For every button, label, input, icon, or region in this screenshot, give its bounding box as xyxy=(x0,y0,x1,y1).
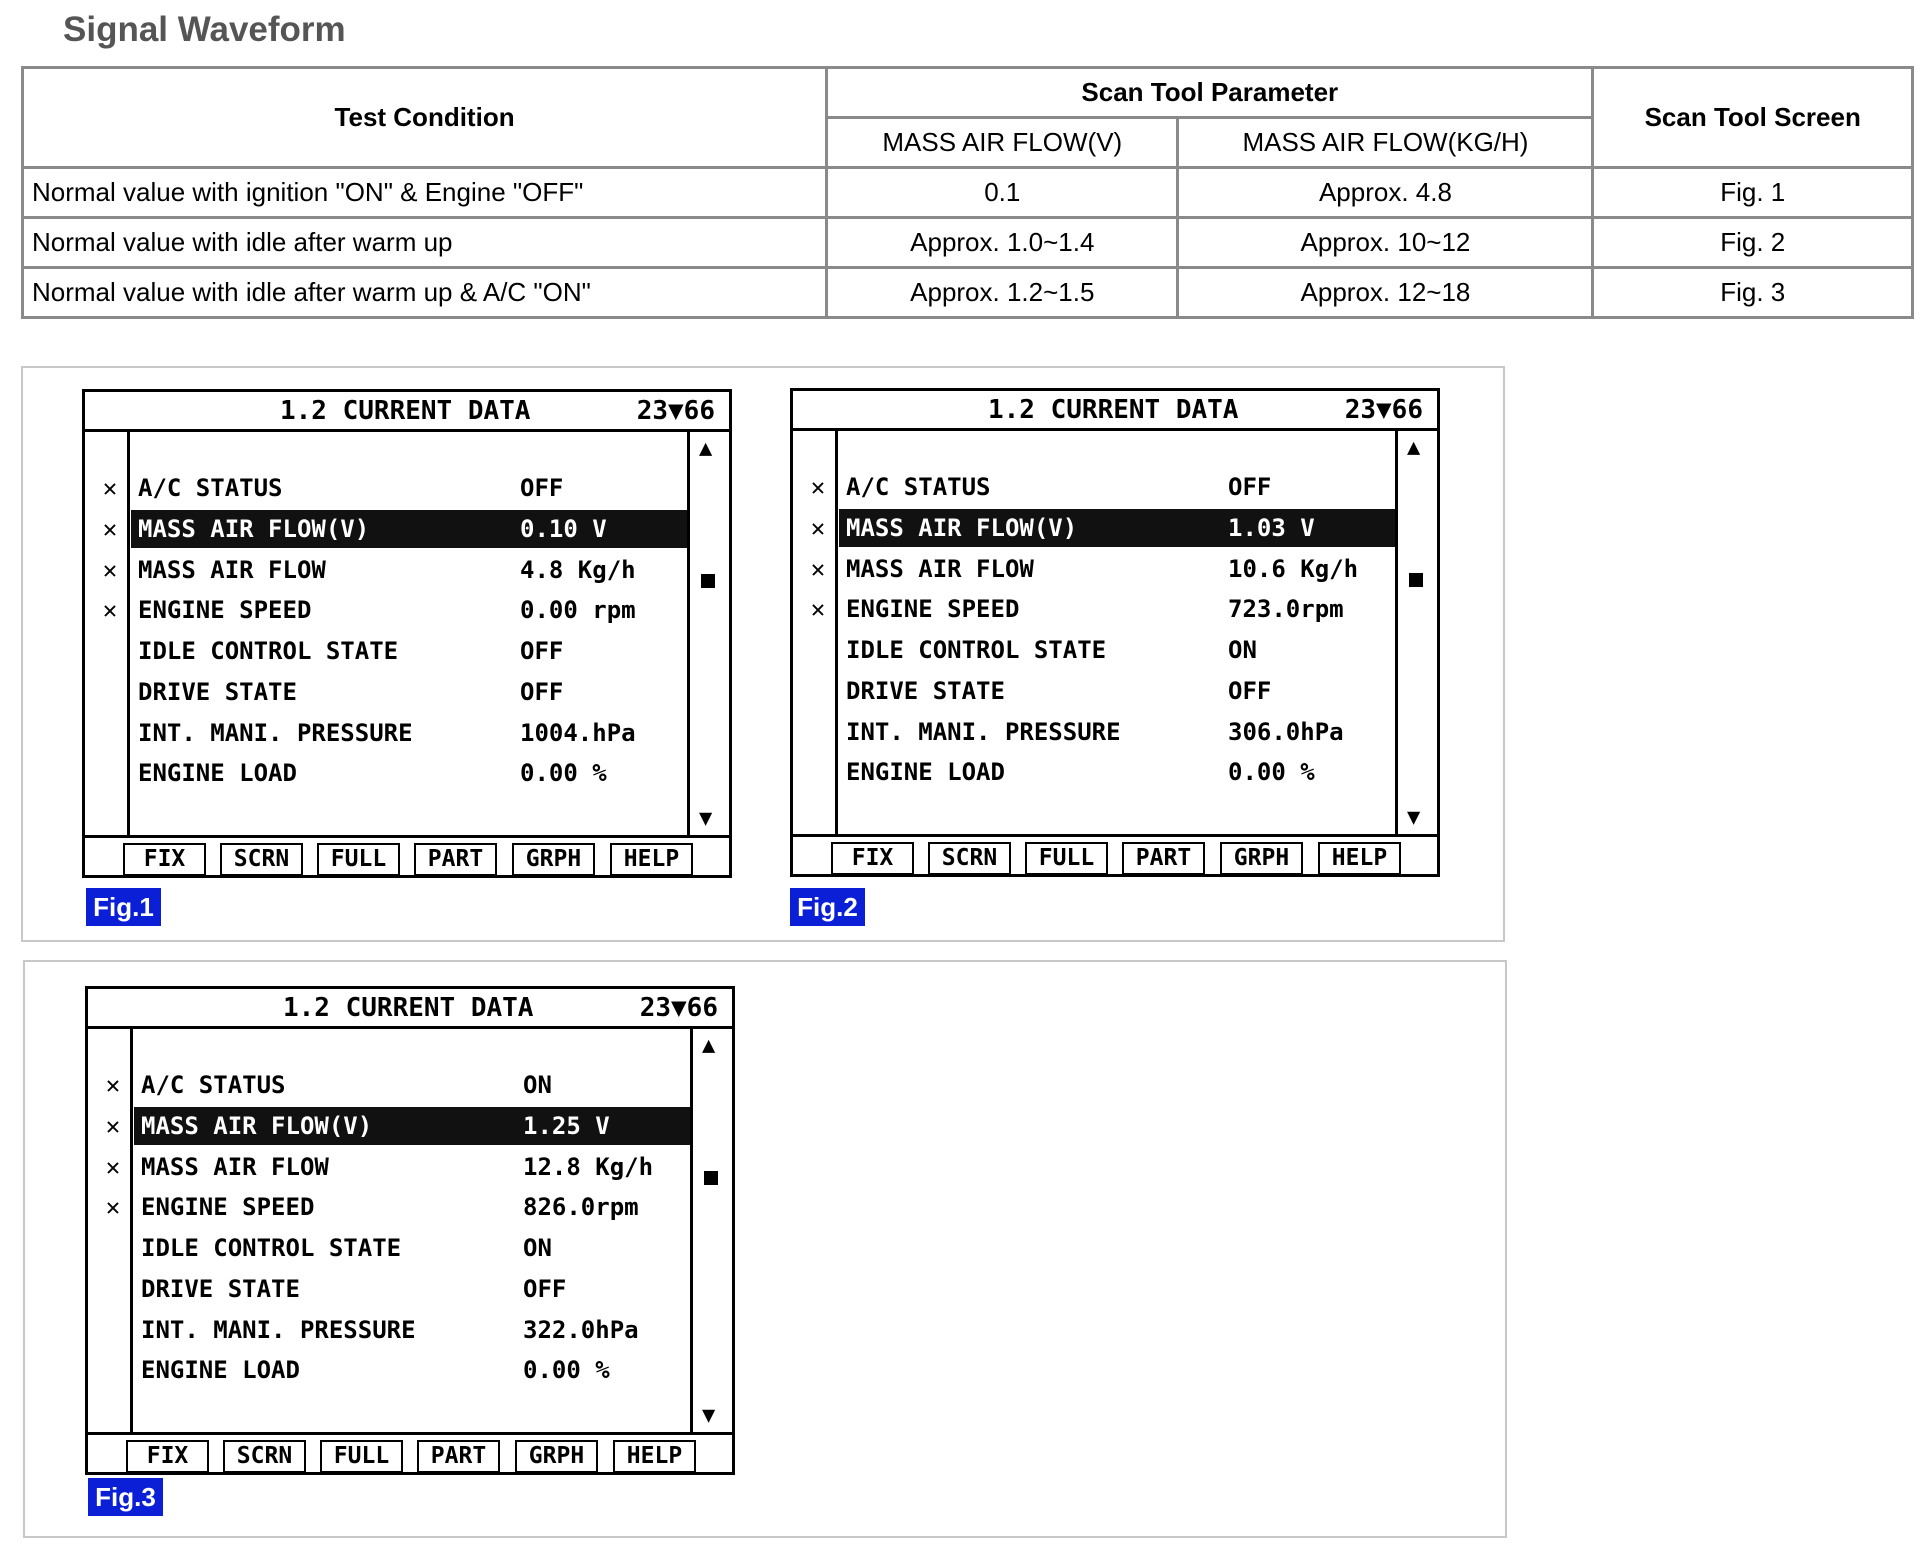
table-row xyxy=(23,168,1913,218)
parameter-name: A/C STATUS xyxy=(141,1071,286,1099)
function-key-help[interactable]: HELP xyxy=(1318,842,1401,875)
cell-condition: Normal value with idle after warm up & A/C "ON" xyxy=(23,268,827,318)
data-row[interactable] xyxy=(88,1351,693,1389)
function-key-grph[interactable]: GRPH xyxy=(1220,842,1303,875)
function-key-help[interactable]: HELP xyxy=(610,843,693,876)
scrollbar[interactable] xyxy=(1395,431,1437,834)
header-scan-tool-screen: Scan Tool Screen xyxy=(1593,68,1913,168)
function-key-bar xyxy=(793,834,1437,877)
header-maf-kgh: MASS AIR FLOW(KG/H) xyxy=(1178,118,1593,168)
parameter-value: 1.03 V xyxy=(1228,514,1315,542)
parameter-name: ENGINE SPEED xyxy=(141,1193,315,1221)
parameter-value: OFF xyxy=(1228,677,1272,705)
data-list xyxy=(88,1029,732,1432)
cell-screen: Fig. 1 xyxy=(1593,168,1913,218)
fixed-marker-icon: ✕ xyxy=(102,515,118,543)
scroll-down-icon[interactable]: ▼ xyxy=(699,806,713,831)
parameter-value: 826.0rpm xyxy=(523,1193,639,1221)
parameter-name: MASS AIR FLOW(V) xyxy=(138,515,370,543)
parameter-name: DRIVE STATE xyxy=(138,678,297,706)
cell-screen: Fig. 2 xyxy=(1593,218,1913,268)
parameter-name: INT. MANI. PRESSURE xyxy=(846,718,1121,746)
function-key-bar xyxy=(85,835,729,878)
parameter-name: DRIVE STATE xyxy=(846,677,1005,705)
function-key-scrn[interactable]: SCRN xyxy=(220,843,303,876)
parameter-value: OFF xyxy=(520,474,564,502)
screen-header xyxy=(88,989,732,1029)
function-key-full[interactable]: FULL xyxy=(320,1440,403,1473)
parameter-name: MASS AIR FLOW(V) xyxy=(846,514,1078,542)
cell-maf-v: 0.1 xyxy=(827,168,1178,218)
scroll-up-icon[interactable]: ▲ xyxy=(699,436,713,461)
parameter-name: ENGINE SPEED xyxy=(846,595,1020,623)
data-row[interactable] xyxy=(85,591,690,629)
function-key-part[interactable]: PART xyxy=(414,843,497,876)
data-row[interactable] xyxy=(85,754,690,792)
data-row[interactable] xyxy=(88,1311,693,1349)
header-maf-v: MASS AIR FLOW(V) xyxy=(827,118,1178,168)
page-title: Signal Waveform xyxy=(63,10,346,49)
fixed-marker-icon: ✕ xyxy=(810,555,826,583)
signal-spec-table xyxy=(21,66,1914,319)
parameter-name: IDLE CONTROL STATE xyxy=(138,637,399,665)
cell-maf-kgh: Approx. 10~12 xyxy=(1178,218,1593,268)
parameter-name: ENGINE LOAD xyxy=(141,1356,300,1384)
parameter-name: ENGINE LOAD xyxy=(846,758,1005,786)
cell-condition: Normal value with ignition "ON" & Engine "OFF" xyxy=(23,168,827,218)
scan-tool-screen xyxy=(85,986,735,1475)
data-list xyxy=(85,432,729,835)
data-row[interactable] xyxy=(85,551,690,589)
data-row[interactable] xyxy=(793,672,1398,710)
parameter-value: 1004.hPa xyxy=(520,719,636,747)
parameter-value: 1.25 V xyxy=(523,1112,610,1140)
parameter-name: DRIVE STATE xyxy=(141,1275,300,1303)
figure-label: Fig.3 xyxy=(88,1478,163,1516)
fixed-marker-icon: ✕ xyxy=(105,1153,121,1181)
parameter-value: 723.0rpm xyxy=(1228,595,1344,623)
parameter-value: 4.8 Kg/h xyxy=(520,556,636,584)
data-row[interactable] xyxy=(793,631,1398,669)
parameter-value: 0.00 rpm xyxy=(520,596,636,624)
fixed-marker-icon: ✕ xyxy=(105,1112,121,1140)
parameter-name: IDLE CONTROL STATE xyxy=(141,1234,402,1262)
data-list xyxy=(793,431,1437,834)
parameter-value: 12.8 Kg/h xyxy=(523,1153,654,1181)
fixed-marker-icon: ✕ xyxy=(102,556,118,584)
parameter-value: ON xyxy=(523,1071,552,1099)
data-row[interactable] xyxy=(793,509,1398,547)
fixed-marker-icon: ✕ xyxy=(102,474,118,502)
data-row[interactable] xyxy=(793,753,1398,791)
data-row[interactable] xyxy=(88,1229,693,1267)
parameter-value: 0.10 V xyxy=(520,515,607,543)
parameter-value: 0.00 % xyxy=(520,759,607,787)
table-header-row xyxy=(23,68,1913,118)
scroll-down-icon[interactable]: ▼ xyxy=(702,1403,716,1428)
screen-header xyxy=(793,391,1437,431)
parameter-value: 0.00 % xyxy=(1228,758,1315,786)
parameter-value: OFF xyxy=(1228,473,1272,501)
function-key-full[interactable]: FULL xyxy=(317,843,400,876)
page-counter: 23▼66 xyxy=(636,396,715,426)
parameter-name: ENGINE LOAD xyxy=(138,759,297,787)
cell-condition: Normal value with idle after warm up xyxy=(23,218,827,268)
cell-maf-v: Approx. 1.2~1.5 xyxy=(827,268,1178,318)
data-row[interactable] xyxy=(88,1148,693,1186)
parameter-name: MASS AIR FLOW(V) xyxy=(141,1112,373,1140)
scroll-up-icon[interactable]: ▲ xyxy=(1407,435,1421,460)
parameter-name: MASS AIR FLOW xyxy=(138,556,326,584)
parameter-name: IDLE CONTROL STATE xyxy=(846,636,1107,664)
function-key-help[interactable]: HELP xyxy=(613,1440,696,1473)
function-key-fix[interactable]: FIX xyxy=(831,842,914,875)
scroll-thumb[interactable] xyxy=(701,574,715,588)
data-row[interactable] xyxy=(88,1188,693,1226)
scrollbar[interactable] xyxy=(690,1029,732,1432)
parameter-value: ON xyxy=(523,1234,552,1262)
fixed-marker-icon: ✕ xyxy=(102,596,118,624)
scroll-up-icon[interactable]: ▲ xyxy=(702,1033,716,1058)
function-key-full[interactable]: FULL xyxy=(1025,842,1108,875)
data-row[interactable] xyxy=(793,468,1398,506)
function-key-grph[interactable]: GRPH xyxy=(512,843,595,876)
cell-maf-kgh: Approx. 4.8 xyxy=(1178,168,1593,218)
parameter-value: OFF xyxy=(520,637,564,665)
parameter-name: ENGINE SPEED xyxy=(138,596,312,624)
data-row[interactable] xyxy=(85,632,690,670)
scan-tool-screen xyxy=(790,388,1440,877)
function-key-scrn[interactable]: SCRN xyxy=(928,842,1011,875)
data-row[interactable] xyxy=(85,714,690,752)
data-row[interactable] xyxy=(88,1270,693,1308)
parameter-name: MASS AIR FLOW xyxy=(141,1153,329,1181)
data-row[interactable] xyxy=(85,510,690,548)
function-key-fix[interactable]: FIX xyxy=(123,843,206,876)
screen-title: 1.2 CURRENT DATA xyxy=(988,395,1239,425)
parameter-name: A/C STATUS xyxy=(138,474,283,502)
parameter-value: 10.6 Kg/h xyxy=(1228,555,1359,583)
function-key-bar xyxy=(88,1432,732,1475)
parameter-name: A/C STATUS xyxy=(846,473,991,501)
fixed-marker-icon: ✕ xyxy=(105,1071,121,1099)
screen-title: 1.2 CURRENT DATA xyxy=(283,993,534,1023)
cell-maf-v: Approx. 1.0~1.4 xyxy=(827,218,1178,268)
function-key-grph[interactable]: GRPH xyxy=(515,1440,598,1473)
function-key-fix[interactable]: FIX xyxy=(126,1440,209,1473)
header-test-condition: Test Condition xyxy=(23,68,827,168)
fixed-marker-icon: ✕ xyxy=(810,595,826,623)
fixed-marker-icon: ✕ xyxy=(810,473,826,501)
data-row[interactable] xyxy=(85,469,690,507)
scroll-thumb[interactable] xyxy=(1409,573,1423,587)
parameter-value: 322.0hPa xyxy=(523,1316,639,1344)
figure-label: Fig.1 xyxy=(86,888,161,926)
data-row[interactable] xyxy=(88,1066,693,1104)
screen-title: 1.2 CURRENT DATA xyxy=(280,396,531,426)
function-key-scrn[interactable]: SCRN xyxy=(223,1440,306,1473)
data-row[interactable] xyxy=(793,590,1398,628)
parameter-value: 306.0hPa xyxy=(1228,718,1344,746)
scrollbar[interactable] xyxy=(687,432,729,835)
scroll-down-icon[interactable]: ▼ xyxy=(1407,805,1421,830)
parameter-name: MASS AIR FLOW xyxy=(846,555,1034,583)
header-scan-tool-parameter: Scan Tool Parameter xyxy=(827,68,1593,118)
data-row[interactable] xyxy=(793,713,1398,751)
parameter-value: 0.00 % xyxy=(523,1356,610,1384)
scroll-thumb[interactable] xyxy=(704,1171,718,1185)
table-row xyxy=(23,218,1913,268)
page-counter: 23▼66 xyxy=(639,993,718,1023)
scan-tool-screen xyxy=(82,389,732,878)
parameter-name: INT. MANI. PRESSURE xyxy=(138,719,413,747)
cell-screen: Fig. 3 xyxy=(1593,268,1913,318)
function-key-part[interactable]: PART xyxy=(1122,842,1205,875)
cell-maf-kgh: Approx. 12~18 xyxy=(1178,268,1593,318)
page-counter: 23▼66 xyxy=(1344,395,1423,425)
screen-header xyxy=(85,392,729,432)
parameter-name: INT. MANI. PRESSURE xyxy=(141,1316,416,1344)
parameter-value: OFF xyxy=(523,1275,567,1303)
parameter-value: ON xyxy=(1228,636,1257,664)
fixed-marker-icon: ✕ xyxy=(105,1193,121,1221)
data-row[interactable] xyxy=(88,1107,693,1145)
table-row xyxy=(23,268,1913,318)
figure-label: Fig.2 xyxy=(790,888,865,926)
fixed-marker-icon: ✕ xyxy=(810,514,826,542)
data-row[interactable] xyxy=(793,550,1398,588)
function-key-part[interactable]: PART xyxy=(417,1440,500,1473)
parameter-value: OFF xyxy=(520,678,564,706)
data-row[interactable] xyxy=(85,673,690,711)
